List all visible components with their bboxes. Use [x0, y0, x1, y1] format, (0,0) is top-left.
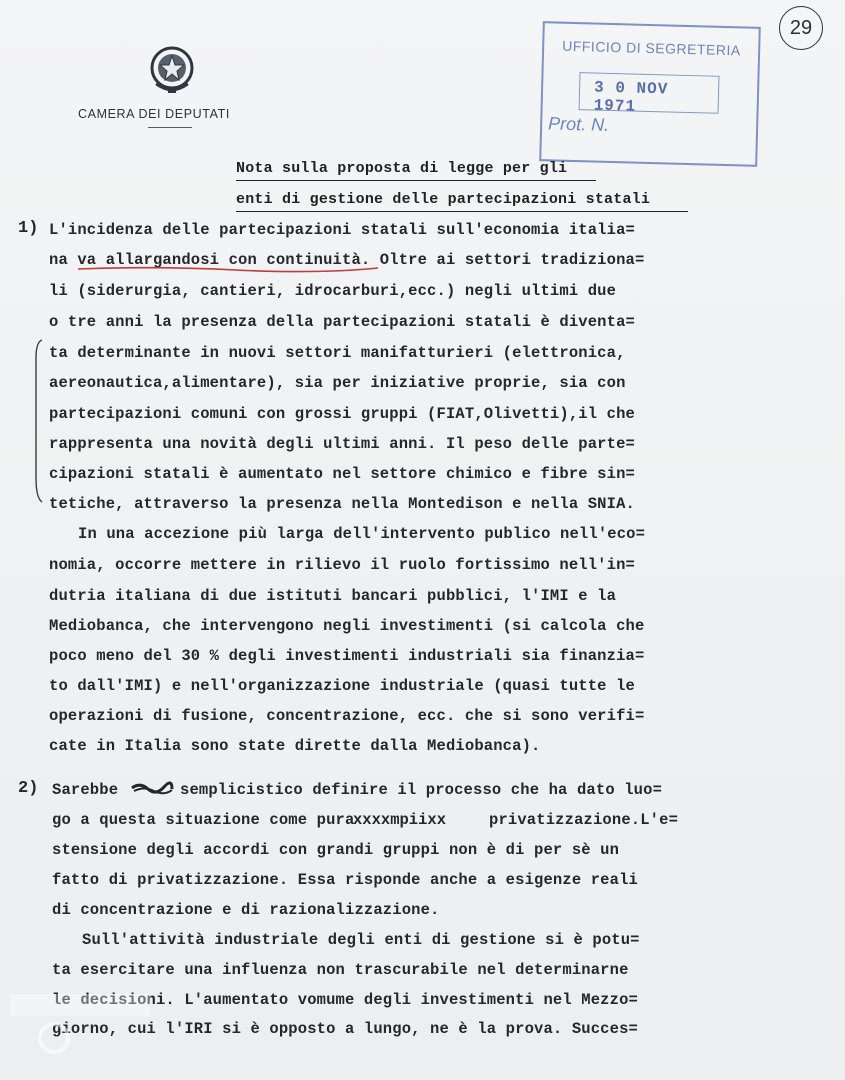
body-line: Mediobanca, che intervengono negli investimenti (si calcola che: [49, 617, 645, 635]
body-line: di concentrazione e di razionalizzazione.: [52, 901, 440, 919]
struck-typed-word: xxxxmpiixx: [353, 811, 447, 829]
title-line-1: Nota sulla proposta di legge per gli: [236, 160, 568, 177]
stamp-office: UFFICIO DI SEGRETERIA: [562, 37, 741, 59]
body-line: In una accezione più larga dell'intervento publico nell'eco=: [78, 525, 646, 543]
body-line: privatizzazione.L'e=: [489, 811, 679, 829]
body-line: Sarebbe: [52, 781, 119, 799]
body-line: rappresenta una novità degli ultimi anni. Il peso delle parte=: [49, 435, 635, 453]
body-line: le decisioni. L'aumentato vomume degli investimenti nel Mezzo=: [52, 991, 638, 1009]
body-line: ta determinante in nuovi settori manifatturieri (elettronica,: [49, 344, 626, 362]
stamp-protocol: Prot. N.: [547, 113, 610, 135]
body-line: operazioni di fusione, concentrazione, ecc. che si sono verifi=: [49, 707, 645, 725]
body-line: L'incidenza delle partecipazioni statali sull'economia italia=: [49, 221, 635, 239]
body-line: na va allargandosi con continuità. Oltre ai settori tradiziona=: [49, 251, 645, 269]
body-line: poco meno del 30 % degli investimenti industriali sia finanzia=: [49, 647, 645, 665]
body-line: semplicistico definire il processo che ha dato luo=: [180, 781, 663, 799]
body-line: o tre anni la presenza della partecipazioni statali è diventa=: [49, 313, 635, 331]
institution-underline: [148, 127, 192, 128]
body-line: to dall'IMI) e nell'organizzazione industriale (quasi tutte le: [49, 677, 635, 695]
title-underline-1: [236, 180, 596, 181]
title-underline-2: [236, 211, 688, 212]
section-number-2: 2): [18, 779, 39, 798]
institution-name: CAMERA DEI DEPUTATI: [78, 107, 230, 121]
page-number: 29: [779, 6, 823, 50]
body-line: nomia, occorre mettere in rilievo il ruolo fortissimo nell'in=: [49, 556, 635, 574]
body-line: go a questa situazione come pura: [52, 811, 355, 829]
archive-watermark-icon: [8, 990, 158, 1060]
body-line: stensione degli accordi con grandi gruppi non è di per sè un: [52, 841, 620, 859]
stamp-date-box: [579, 72, 720, 114]
body-line: dutria italiana di due istituti bancari pubblici, l'IMI e la: [49, 587, 617, 605]
body-line: Sull'attività industriale degli enti di gestione si è potu=: [82, 931, 640, 949]
body-line: aereonautica,alimentare), sia per iniziative proprie, sia con: [49, 374, 626, 392]
body-line: li (siderurgia, cantieri, idrocarburi,ecc.) negli ultimi due: [49, 282, 617, 300]
title-line-2: enti di gestione delle partecipazioni statali: [236, 191, 651, 208]
margin-bracket-mark: [28, 338, 48, 504]
body-line: ta esercitare una influenza non trascurabile nel determinarne: [52, 961, 629, 979]
body-line: cipazioni statali è aumentato nel settore chimico e fibre sin=: [49, 465, 635, 483]
struck-word-mark: [130, 780, 174, 796]
red-handwritten-underline: [76, 264, 380, 274]
body-line: fatto di privatizzazione. Essa risponde anche a esigenze reali: [52, 871, 638, 889]
body-line: partecipazioni comuni con grossi gruppi (FIAT,Olivetti),il che: [49, 405, 635, 423]
section-number-1: 1): [18, 219, 39, 238]
stamp-date: 3 0 NOV 1971: [593, 78, 669, 116]
body-line: cate in Italia sono state dirette dalla Mediobanca).: [49, 737, 541, 755]
body-line: tetiche, attraverso la presenza nella Montedison e nella SNIA.: [49, 495, 635, 513]
office-stamp: [539, 21, 761, 167]
body-line: giorno, cui l'IRI si è opposto a lungo, ne è la prova. Succes=: [52, 1020, 638, 1038]
italian-republic-emblem-icon: [148, 44, 196, 96]
